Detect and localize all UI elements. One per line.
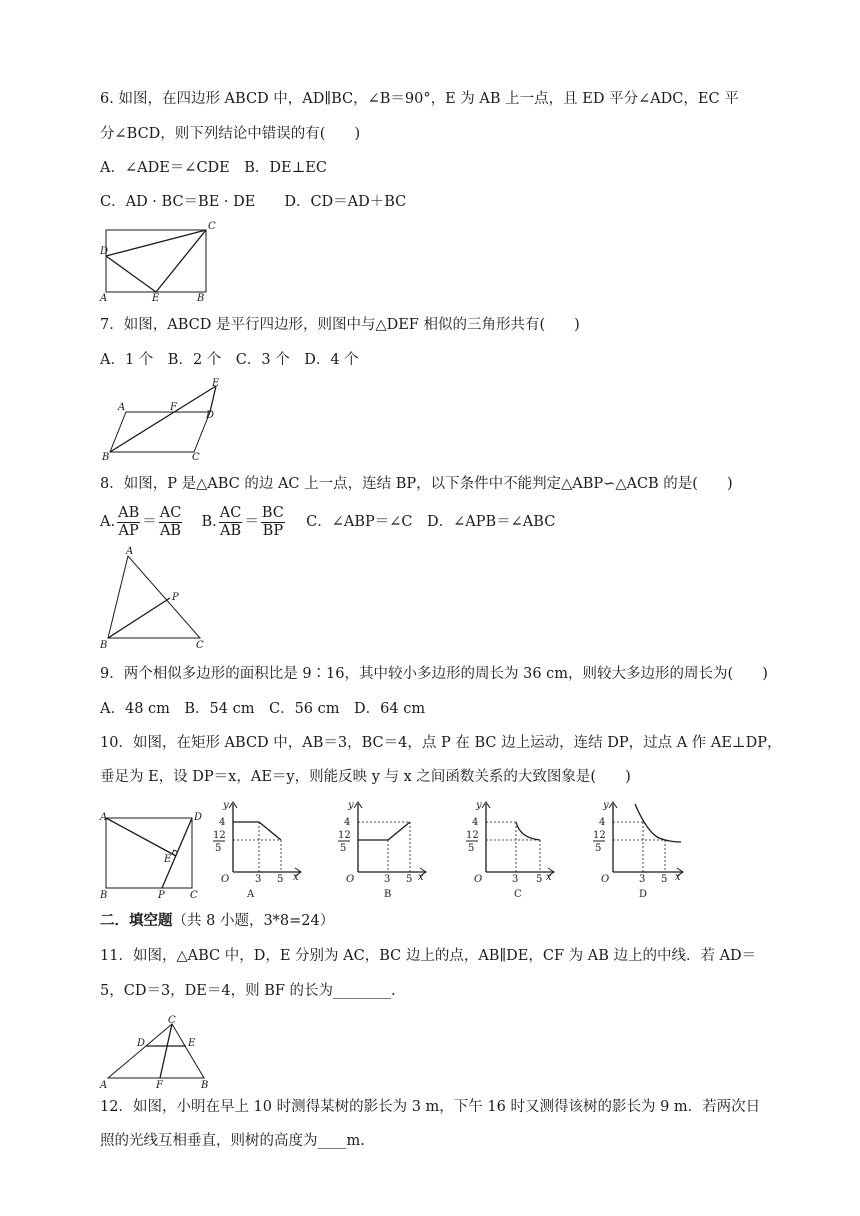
q7-label-f: F bbox=[170, 402, 177, 413]
q10-graph-c-five: 5 bbox=[468, 843, 475, 854]
q11-label-b: B bbox=[201, 1080, 209, 1091]
q7-options: A．1 个 B．2 个 C．3 个 D．4 个 bbox=[100, 352, 359, 368]
q10-graph-d-o: O bbox=[601, 874, 610, 885]
section-2-note: （共 8 小题，3*8=24） bbox=[172, 913, 335, 929]
q6-options-line2: C．AD · BC＝BE · DE D．CD＝AD＋BC bbox=[100, 194, 407, 210]
q8-option-a-frac1: $\frac{AB}{AP}$ bbox=[118, 504, 140, 539]
q10-graph-d-four: 4 bbox=[599, 817, 606, 828]
q10-graph-d-caption: D bbox=[639, 889, 648, 900]
q9-options: A．48 cm B．54 cm C．56 cm D．64 cm bbox=[100, 701, 426, 717]
q6-stem-line2: 分∠BCD，则下列结论中错误的有( ) bbox=[100, 126, 361, 142]
q10-graph-d-five-x: 5 bbox=[661, 874, 668, 885]
q10-graph-a-three: 3 bbox=[255, 874, 262, 885]
q8-label-a: A bbox=[126, 546, 134, 557]
q10-label-b: B bbox=[100, 890, 108, 901]
q8-option-a-prefix: A. bbox=[100, 514, 116, 530]
q10-graph-b-caption: B bbox=[384, 889, 392, 900]
q12-stem-line1: 12．如图，小明在早上 10 时测得某树的影长为 3 m，下午 16 时又测得该树的影长为 9 m．若两次日 bbox=[100, 1099, 761, 1115]
q8-option-b-eq: ＝ bbox=[244, 514, 259, 530]
q10-graph-c-caption: C bbox=[514, 889, 522, 900]
q10-graph-b-o: O bbox=[346, 874, 355, 885]
q10-graph-a-five-x: 5 bbox=[277, 874, 284, 885]
q10-graph-c-twelve: 12 bbox=[466, 830, 479, 841]
q8-option-b-frac1: $\frac{AC}{AB}$ bbox=[219, 504, 242, 539]
q7-label-b: B bbox=[102, 452, 110, 463]
q10-graph-b-five: 5 bbox=[340, 843, 347, 854]
q10-label-d: D bbox=[194, 812, 203, 823]
q10-graph-c-o: O bbox=[474, 874, 483, 885]
q8-label-b: B bbox=[100, 640, 108, 651]
q10-graph-d bbox=[585, 800, 690, 900]
q10-graph-b-three: 3 bbox=[384, 874, 391, 885]
q10-graph-b-y: y bbox=[348, 800, 354, 811]
q8-label-c: C bbox=[196, 640, 204, 651]
q10-graph-a-caption: A bbox=[247, 889, 255, 900]
q11-label-f: F bbox=[156, 1080, 163, 1091]
q10-graph-c-five-x: 5 bbox=[536, 874, 543, 885]
q7-label-a: A bbox=[118, 402, 126, 413]
q11-label-e: E bbox=[188, 1038, 196, 1049]
q8-option-b-prefix: B. bbox=[201, 514, 217, 530]
q10-graph-d-three: 3 bbox=[639, 874, 646, 885]
q10-label-a: A bbox=[100, 812, 108, 823]
q10-graph-a bbox=[205, 800, 305, 900]
q10-graph-b-five-x: 5 bbox=[406, 874, 413, 885]
section-2-heading bbox=[100, 911, 334, 931]
q9-stem: 9．两个相似多边形的面积比是 9∶16，其中较小多边形的周长为 36 cm，则较大多边形的周长为( ) bbox=[100, 666, 768, 682]
q10-graph-d-x: x bbox=[675, 872, 681, 883]
q10-graph-d-five: 5 bbox=[595, 843, 602, 854]
q7-figure bbox=[100, 378, 230, 463]
q10-graph-c bbox=[458, 800, 558, 900]
q10-label-e: E bbox=[164, 854, 172, 865]
q6-figure bbox=[100, 220, 220, 305]
q10-graph-a-x: x bbox=[293, 872, 299, 883]
q10-graph-a-twelve: 12 bbox=[213, 830, 226, 841]
q6-label-e: E bbox=[152, 293, 160, 304]
q7-label-d: D bbox=[206, 410, 215, 421]
q10-graph-a-y: y bbox=[223, 800, 229, 811]
q10-label-p: P bbox=[158, 890, 165, 901]
q10-graph-b bbox=[330, 800, 430, 900]
q10-stem-line1: 10．如图，在矩形 ABCD 中，AB＝3，BC＝4，点 P 在 BC 边上运动，连结 DP，过点 A 作 AE⊥DP， bbox=[100, 735, 782, 751]
q6-label-c: C bbox=[208, 221, 216, 232]
q7-stem: 7．如图，ABCD 是平行四边形，则图中与△DEF 相似的三角形共有( ) bbox=[100, 317, 580, 333]
q10-graph-a-four: 4 bbox=[219, 817, 226, 828]
q7-label-e: E bbox=[212, 378, 220, 389]
q6-label-b: B bbox=[197, 293, 205, 304]
q6-options-line1: A．∠ADE＝∠CDE B．DE⊥EC bbox=[100, 160, 327, 176]
q10-graph-a-five: 5 bbox=[215, 843, 222, 854]
q10-graph-a-o: O bbox=[221, 874, 230, 885]
q8-options bbox=[100, 502, 555, 542]
q10-graph-d-twelve: 12 bbox=[593, 830, 606, 841]
q10-graph-c-three: 3 bbox=[512, 874, 519, 885]
q7-label-c: C bbox=[192, 452, 200, 463]
q11-stem-line2: 5，CD＝3，DE＝4，则 BF 的长为________. bbox=[100, 983, 396, 999]
q8-option-a-frac2: $\frac{AC}{AB}$ bbox=[159, 504, 182, 539]
q8-option-b-frac2: $\frac{BC}{BP}$ bbox=[261, 504, 284, 539]
q8-option-a-eq: ＝ bbox=[142, 514, 157, 530]
q10-graph-c-x: x bbox=[546, 872, 552, 883]
q6-label-a: A bbox=[100, 293, 108, 304]
q11-label-c: C bbox=[168, 1015, 176, 1026]
q10-graph-b-x: x bbox=[418, 872, 424, 883]
q10-graph-b-twelve: 12 bbox=[338, 830, 351, 841]
q11-label-d: D bbox=[137, 1038, 146, 1049]
q10-stem-line2: 垂足为 E，设 DP＝x，AE＝y，则能反映 y 与 x 之间函数关系的大致图象是( ) bbox=[100, 769, 631, 785]
q6-stem-line1: 6. 如图，在四边形 ABCD 中，AD∥BC，∠B＝90°，E 为 AB 上一点，且 ED 平分∠ADC，EC 平 bbox=[100, 91, 739, 107]
q11-figure bbox=[100, 1015, 215, 1091]
q11-label-a: A bbox=[100, 1080, 108, 1091]
q11-stem-line1: 11．如图，△ABC 中，D，E 分别为 AC，BC 边上的点，AB∥DE，CF 为 AB 边上的中线．若 AD＝ bbox=[100, 948, 757, 964]
q10-graph-c-y: y bbox=[476, 800, 482, 811]
q8-figure bbox=[100, 546, 220, 651]
q10-graph-b-four: 4 bbox=[344, 817, 351, 828]
q10-rectangle-figure bbox=[100, 810, 205, 900]
q8-options-cd: C．∠ABP＝∠C D．∠APB＝∠ABC bbox=[306, 514, 556, 530]
q6-label-d: D bbox=[100, 246, 109, 257]
q10-label-c: C bbox=[190, 890, 198, 901]
q12-stem-line2: 照的光线互相垂直，则树的高度为____m. bbox=[100, 1133, 365, 1149]
section-2-title: 二．填空题 bbox=[100, 912, 173, 929]
q8-label-p: P bbox=[172, 592, 179, 603]
q8-stem: 8．如图，P 是△ABC 的边 AC 上一点，连结 BP，以下条件中不能判定△ABP∽△ACB 的是( ) bbox=[100, 476, 733, 492]
q10-graph-c-four: 4 bbox=[472, 817, 479, 828]
q10-graph-d-y: y bbox=[603, 800, 609, 811]
